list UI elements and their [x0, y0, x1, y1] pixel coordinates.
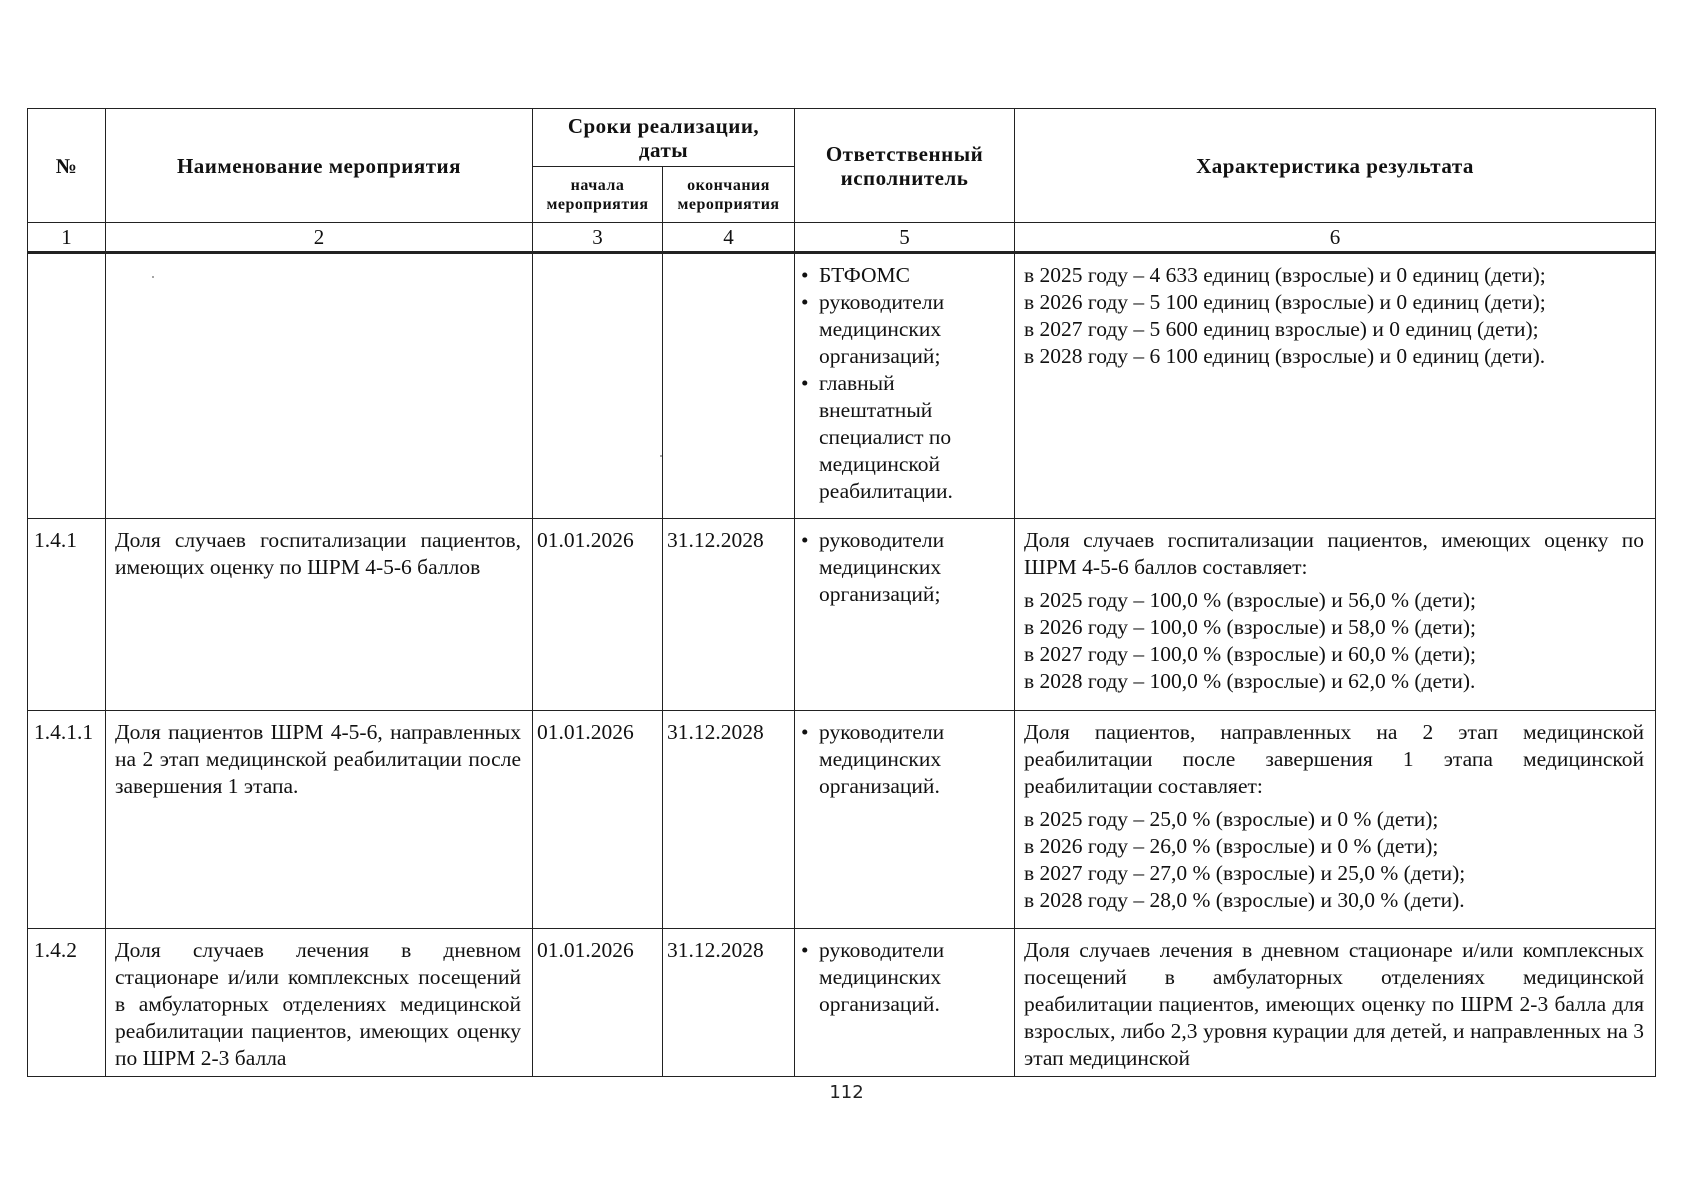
column-number: 6 — [1015, 223, 1656, 253]
page-number: 112 — [829, 1082, 864, 1103]
row-name — [106, 253, 533, 519]
year-value: в 2025 году – 25,0 % (взрослые) и 0 % (дети); — [1024, 807, 1439, 831]
year-value: в 2026 году – 26,0 % (взрослые) и 0 % (дети); — [1024, 834, 1439, 858]
header-result: Характеристика результата — [1015, 109, 1656, 223]
row-result — [1015, 711, 1656, 929]
responsible-item: • руководители медицинских организаций. — [799, 719, 1010, 800]
scan-speck — [660, 455, 662, 457]
row-start-date: 01.01.2026 — [533, 929, 663, 1077]
row-name: Доля случаев госпитализации пациентов, имеющих оценку по ШРМ 4-5-6 баллов — [106, 519, 533, 711]
row-end-date: 31.12.2028 — [663, 929, 795, 1077]
column-number: 2 — [106, 223, 533, 253]
row-responsible — [795, 929, 1015, 1077]
year-value: в 2027 году – 27,0 % (взрослые) и 25,0 % (дети); — [1024, 861, 1466, 885]
table-row — [28, 519, 1656, 711]
row-number — [28, 253, 106, 519]
responsible-item: • главный внештатный специалист по медицинской реабилитации. — [799, 370, 1010, 505]
year-value: в 2028 году – 6 100 единиц (взрослые) и 0 единиц (дети). — [1024, 344, 1546, 368]
row-end-date: 31.12.2028 — [663, 519, 795, 711]
table-header — [28, 109, 1656, 253]
row-responsible — [795, 711, 1015, 929]
row-number: 1.4.1 — [28, 519, 106, 711]
row-number: 1.4.1.1 — [28, 711, 106, 929]
responsible-item: • руководители медицинских организаций; — [799, 289, 1010, 370]
table-row — [28, 253, 1656, 519]
header-dates: Сроки реализации, даты — [533, 109, 795, 167]
header-responsible: Ответственный исполнитель — [795, 109, 1015, 223]
year-value: в 2026 году – 100,0 % (взрослые) и 58,0 % (дети); — [1024, 615, 1477, 639]
row-result — [1015, 929, 1656, 1077]
header-end: окончания мероприятия — [663, 167, 795, 223]
year-value: в 2026 году – 5 100 единиц (взрослые) и 0 единиц (дети); — [1024, 290, 1546, 314]
table-row — [28, 929, 1656, 1077]
year-value: в 2028 году – 28,0 % (взрослые) и 30,0 % (дети). — [1024, 888, 1465, 912]
year-value: в 2028 году – 100,0 % (взрослые) и 62,0 % (дети). — [1024, 669, 1476, 693]
result-description: Доля случаев лечения в дневном стационаре и/или комплексных посещений в амбулаторных отделениях медицинской реабилитации пациентов, имеющих оценку по ШРМ 2-3 балла для взрослых, либо 2,3 уровня курации для детей, и направленных на 3 этап медицинской — [1024, 938, 1645, 1069]
column-number: 3 — [533, 223, 663, 253]
row-end-date: 31.12.2028 — [663, 711, 795, 929]
column-number: 1 — [28, 223, 106, 253]
header-start: начала мероприятия — [533, 167, 663, 223]
row-start-date: 01.01.2026 — [533, 519, 663, 711]
year-value: в 2025 году – 100,0 % (взрослые) и 56,0 % (дети); — [1024, 588, 1477, 612]
table-row — [28, 711, 1656, 929]
row-end-date — [663, 253, 795, 519]
result-description: Доля случаев госпитализации пациентов, имеющих оценку по ШРМ 4-5-6 баллов составляет: — [1024, 528, 1645, 579]
responsible-item: • руководители медицинских организаций. — [799, 937, 1010, 1018]
column-number: 5 — [795, 223, 1015, 253]
year-value: в 2025 году – 4 633 единиц (взрослые) и 0 единиц (дети); — [1024, 263, 1546, 287]
row-start-date: 01.01.2026 — [533, 711, 663, 929]
row-result — [1015, 519, 1656, 711]
header-num: № — [28, 109, 106, 223]
responsible-item: • БТФОМС — [799, 262, 1010, 289]
row-result — [1015, 253, 1656, 519]
row-name: Доля пациентов ШРМ 4-5-6, направленных на 2 этап медицинской реабилитации после завершения 1 этапа. — [106, 711, 533, 929]
row-responsible — [795, 253, 1015, 519]
row-start-date — [533, 253, 663, 519]
year-value: в 2027 году – 100,0 % (взрослые) и 60,0 % (дети); — [1024, 642, 1477, 666]
row-number: 1.4.2 — [28, 929, 106, 1077]
responsible-item: • руководители медицинских организаций; — [799, 527, 1010, 608]
year-value: в 2027 году – 5 600 единиц взрослые) и 0 единиц (дети); — [1024, 317, 1539, 341]
scan-speck — [152, 276, 154, 278]
header-name: Наименование мероприятия — [106, 109, 533, 223]
row-name-text: Доля случаев лечения в дневном стационаре и/или комплексных посещений в амбулаторных отделениях медицинской реабилитации пациентов, имеющих оценку по ШРМ 2-3 балла — [115, 938, 521, 1069]
measures-table — [27, 108, 1656, 1077]
row-responsible — [795, 519, 1015, 711]
row-name — [106, 929, 533, 1077]
result-description: Доля пациентов, направленных на 2 этап медицинской реабилитации после завершения 1 этапа медицинской реабилитации составляет: — [1024, 720, 1645, 798]
column-number: 4 — [663, 223, 795, 253]
column-numbers-row — [28, 223, 1656, 253]
